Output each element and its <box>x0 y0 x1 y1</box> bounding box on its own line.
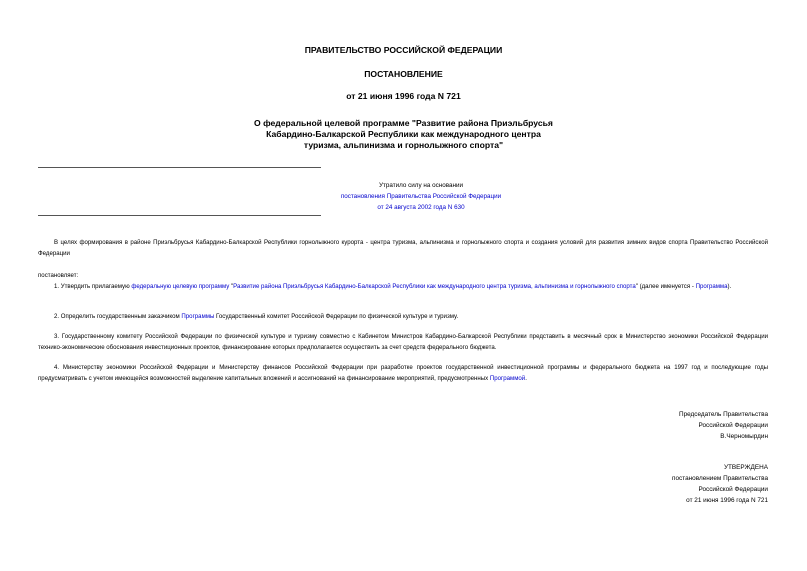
divider-top <box>38 167 321 168</box>
document-title <box>0 118 807 151</box>
government-heading: ПРАВИТЕЛЬСТВО РОССИЙСКОЙ ФЕДЕРАЦИИ <box>304 45 503 55</box>
divider-bottom <box>38 215 321 216</box>
item-1-suffix: ). <box>727 283 732 290</box>
item-1-middle: " (далее именуется - <box>635 283 696 290</box>
decrees-line: постановляет: <box>38 272 79 279</box>
program-link[interactable]: Программы <box>181 313 215 320</box>
item-1-quote: " <box>229 283 234 290</box>
program-link[interactable]: Программа <box>695 283 728 290</box>
program-title-link[interactable]: Развитие района Приэльбрусья Кабардино-Балкарской Республики как международного центра туризма, альпинизма и горнолыжного спорта <box>233 283 636 290</box>
signatory-country: Российской Федерации <box>698 422 768 429</box>
title-line: Кабардино-Балкарской Республики как международного центра <box>266 129 541 139</box>
approval-country: Российской Федерации <box>698 486 768 493</box>
item-2-suffix: Государственный комитет Российской Федерации по физической культуре и туризму. <box>214 313 459 320</box>
item-4-text: 4. Министерству экономики Российской Федерации и Министерству финансов Российской Федерации при разработке проектов государственной инвестиционной программы и федерального бюджета на 1997 год и последующие годы предусматривать с учетом имеющейся возможностей выделение капитальных вложений и ассигнований на финансирование мероприятий, предусмотренных <box>38 364 768 382</box>
item-4-paragraph <box>38 362 768 384</box>
item-2-paragraph <box>38 311 768 322</box>
signatory-name: В.Черномырдин <box>720 433 768 440</box>
title-line: О федеральной целевой программе "Развитие района Приэльбрусья <box>254 118 553 128</box>
document-type-heading: ПОСТАНОВЛЕНИЕ <box>364 69 443 79</box>
preamble-paragraph: В целях формирования в районе Приэльбрусья Кабардино-Балкарской Республики горнолыжного курорта - центра туризма, альпинизма и горнолыжного спорта и создания условий для развития зимних видов спорта Правительство Российской Федерации <box>38 239 768 257</box>
repeal-decree-link[interactable]: постановления Правительства Российской Федерации <box>340 193 502 200</box>
item-2-prefix: 2. Определить государственным заказчиком <box>54 313 182 320</box>
approval-heading: УТВЕРЖДЕНА <box>723 464 768 471</box>
title-line: туризма, альпинизма и горнолыжного спорта" <box>303 140 504 150</box>
document-date-number: от 21 июня 1996 года N 721 <box>346 91 461 101</box>
item-4-suffix: . <box>525 375 527 382</box>
repeal-note-text: Утратило силу на основании <box>378 182 464 189</box>
item-1-prefix: 1. Утвердить прилагаемую <box>54 283 132 290</box>
federal-program-link[interactable]: федеральную целевую программу <box>131 283 230 290</box>
approval-date: от 21 июня 1996 года N 721 <box>686 497 768 504</box>
item-1-paragraph <box>38 281 768 292</box>
program-link[interactable]: Программой <box>489 375 526 382</box>
repeal-decree-date-link[interactable]: от 24 августа 2002 года N 630 <box>377 204 465 211</box>
signatory-title: Председатель Правительства <box>679 411 768 418</box>
signature-block <box>679 409 768 442</box>
approval-block <box>672 462 768 506</box>
item-3-paragraph: 3. Государственному комитету Российской Федерации по физической культуре и туризму совместно с Кабинетом Министров Кабардино-Балкарской Республики представить в месячный срок в Министерство экономики Российской Федерации технико-экономические обоснования инвестиционных проектов, финансирование которых предполагается осуществить за счет средств федерального бюджета. <box>38 333 768 351</box>
approval-decree: постановлением Правительства <box>672 475 768 482</box>
repeal-note <box>38 180 804 213</box>
